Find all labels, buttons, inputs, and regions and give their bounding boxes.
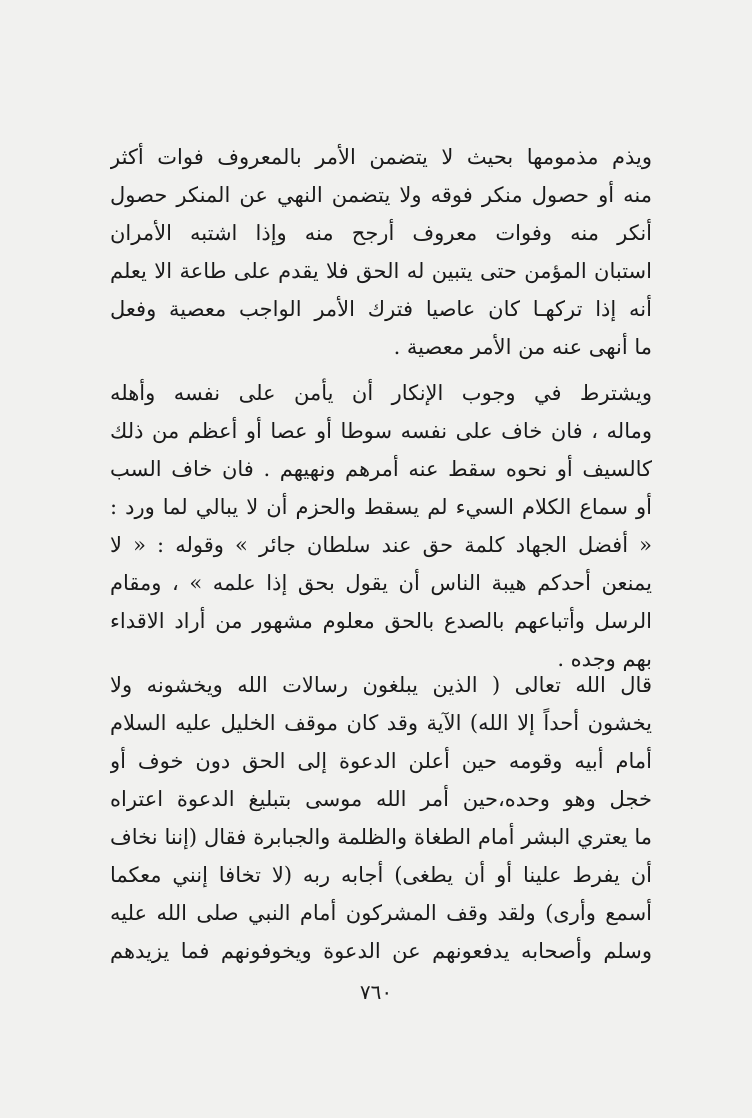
text-line: كالسيف أو نحوه سقط عنه أمرهم ونهيهم . فان خاف السب [110, 457, 652, 481]
text-line: أن يفرط علينا أو أن يطغى) أجابه ربه (لا تخافا إنني معكما [110, 863, 652, 887]
text-line: ما أنهى عنه من الأمر معصية . [393, 335, 652, 359]
text-line: أمام أبيه وقومه حين أعلن الدعوة إلى الحق دون خوف أو [110, 749, 652, 773]
text-line: « أفضل الجهاد كلمة حق عند سلطان جائر » وقوله : « لا [110, 533, 652, 557]
text-line: ما يعتري البشر أمام الطغاة والظلمة والجبابرة فقال (إننا نخاف [110, 825, 652, 849]
text-line: وماله ، فان خاف على نفسه سوطا أو عصا أو أعظم من ذلك [110, 419, 652, 443]
text-line: الرسل وأتباعهم بالصدع بالحق معلوم مشهور من أراد الاقداء [110, 609, 652, 633]
text-line: أو سماع الكلام السيء لم يسقط والحزم أن لا يبالي لما ورد : [110, 495, 652, 519]
text-line: أنكر منه وفوات معروف أرجح منه وإذا اشتبه الأمران [110, 221, 652, 245]
text-line: قال الله تعالى ( الذين يبلغون رسالات الله ويخشونه ولا [110, 673, 652, 697]
text-line: يخشون أحداً إلا الله) الآية وقد كان موقف الخليل عليه السلام [110, 711, 652, 735]
paragraph-2 [110, 374, 652, 678]
text-line: يمنعن أحدكم هيبة الناس أن يقول بحق إذا علمه » ، ومقام [110, 571, 652, 595]
text-line: ويذم مذمومها بحيث لا يتضمن الأمر بالمعروف فوات أكثر [110, 145, 652, 169]
text-line: وسلم وأصحابه يدفعونهم عن الدعوة ويخوفونهم فما يزيدهم [110, 939, 652, 963]
text-line: أسمع وأرى) ولقد وقف المشركون أمام النبي صلى الله عليه [110, 901, 652, 925]
page-number: ٧٦٠ [359, 980, 393, 1004]
paragraph-1 [110, 138, 652, 366]
text-line: منه أو حصول منكر فوقه ولا يتضمن النهي عن المنكر حصول [110, 183, 652, 207]
text-line: أنه إذا تركهـا كان عاصيا فترك الأمر الواجب معصية وفعل [110, 297, 652, 321]
text-line: خجل وهو وحده،حين أمر الله موسى بتبليغ الدعوة اعتراه [110, 787, 652, 811]
text-line: بهم وجده . [557, 647, 652, 671]
paragraph-3 [110, 666, 652, 970]
text-line: ويشترط في وجوب الإنكار أن يأمن على نفسه وأهله [110, 381, 652, 405]
text-line: استبان المؤمن حتى يتبين له الحق فلا يقدم على طاعة الا يعلم [110, 259, 652, 283]
